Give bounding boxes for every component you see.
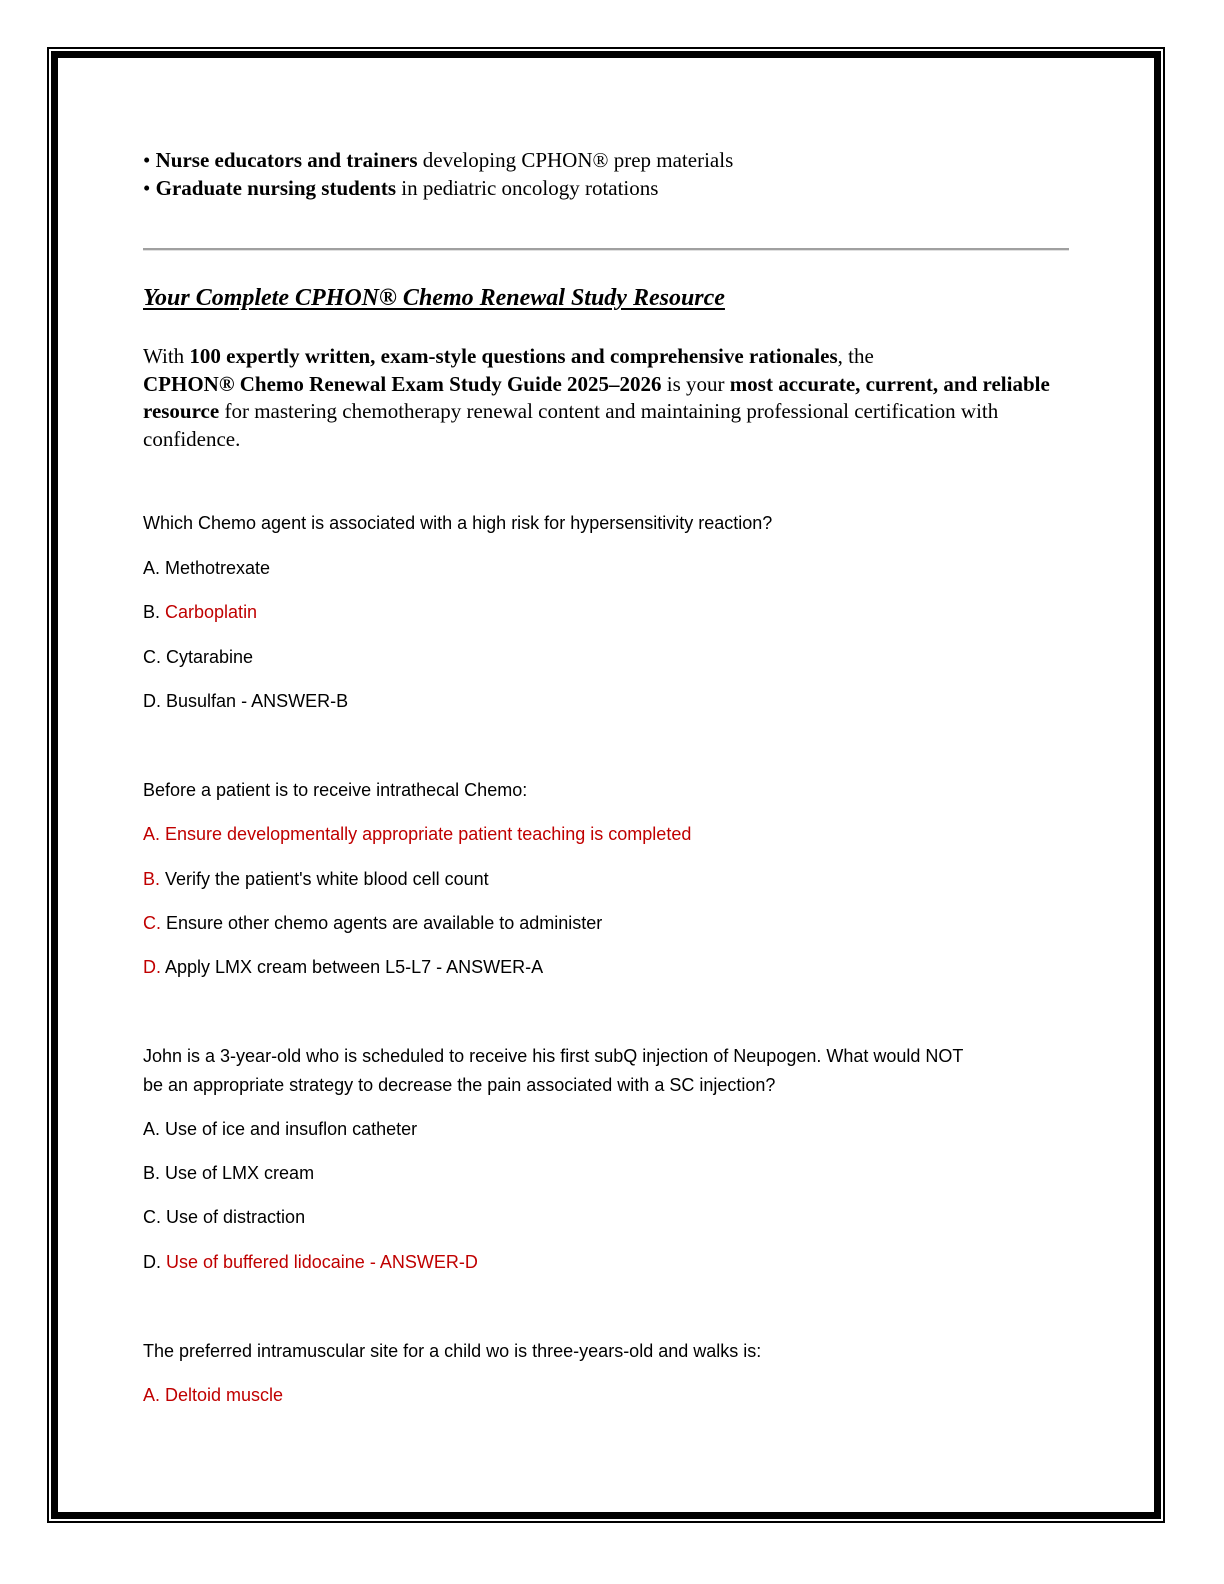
option-letter: D. [143,1252,167,1272]
option-text: Use of distraction [166,1207,306,1227]
question-stem: Before a patient is to receive intrathecal Chemo: [143,780,528,800]
option-text: Ensure other chemo agents are available to administer [161,913,603,933]
option-text-correct: Deltoid muscle [165,1385,284,1405]
option-text: Apply LMX cream between L5-L7 - ANSWER-A [161,957,544,977]
option-text-correct: Carboplatin [165,602,258,622]
option-text: Use of LMX cream [165,1163,315,1183]
option-text: Cytarabine [166,647,254,667]
answer-option [143,1385,283,1406]
answer-option [143,1163,314,1184]
answer-option [143,869,489,890]
option-text: Use of ice and insuflon catheter [165,1119,418,1139]
option-text: Verify the patient's white blood cell count [160,869,489,889]
section-heading: Your Complete CPHON® Chemo Renewal Study Resource [143,285,725,311]
option-letter: C. [143,913,161,933]
intro-text: for mastering chemotherapy renewal content and maintaining professional certification with confidence. [143,399,999,451]
option-letter: A. [143,824,166,844]
option-letter: D. [143,691,167,711]
option-letter: A. [143,1385,166,1405]
option-letter: C. [143,1207,167,1227]
audience-bold: Nurse educators and trainers [155,148,418,172]
answer-option [143,647,253,668]
audience-rest: in pediatric oncology rotations [396,176,659,200]
audience-bold: Graduate nursing students [155,176,396,200]
answer-option [143,1119,417,1140]
answer-option [143,691,348,712]
question-stem: The preferred intramuscular site for a child wo is three-years-old and walks is: [143,1341,762,1361]
intro-text: With [143,344,190,368]
option-letter: B. [143,1163,166,1183]
option-letter: B. [143,869,161,889]
answer-option [143,913,602,934]
question-stem: John is a 3-year-old who is scheduled to receive his first subQ injection of Neupogen. What would NOT [143,1046,964,1066]
bullet-icon: • [143,148,156,172]
option-text-correct: Ensure developmentally appropriate patient teaching is completed [165,824,692,844]
horizontal-rule [143,248,1069,251]
option-text-correct: Use of buffered lidocaine - ANSWER-D [166,1252,478,1272]
audience-rest: developing CPHON® prep materials [417,148,734,172]
option-letter: B. [143,602,166,622]
option-text: Methotrexate [165,558,271,578]
audience-item [143,148,733,173]
option-letter: D. [143,957,161,977]
bullet-icon: • [143,176,156,200]
intro-bold: CPHON® Chemo Renewal Exam Study Guide 2025–2026 [143,371,662,396]
question-stem: Which Chemo agent is associated with a high risk for hypersensitivity reaction? [143,513,773,533]
audience-item [143,176,658,201]
option-letter: A. [143,558,166,578]
answer-option [143,1252,478,1273]
intro-paragraph [143,343,1073,453]
option-letter: A. [143,1119,166,1139]
answer-option [143,558,270,579]
intro-text: , the [837,344,874,368]
option-text: Busulfan - ANSWER-B [166,691,349,711]
answer-option [143,957,543,978]
option-letter: C. [143,647,167,667]
intro-bold: most accurate, current, and reliable resource [143,371,1050,423]
intro-text: is your [661,371,730,396]
question-stem: be an appropriate strategy to decrease the pain associated with a SC injection? [143,1075,776,1095]
answer-option [143,1207,305,1228]
intro-bold: 100 expertly written, exam-style questions and comprehensive rationales [189,344,838,368]
answer-option [143,824,691,845]
answer-option [143,602,257,623]
